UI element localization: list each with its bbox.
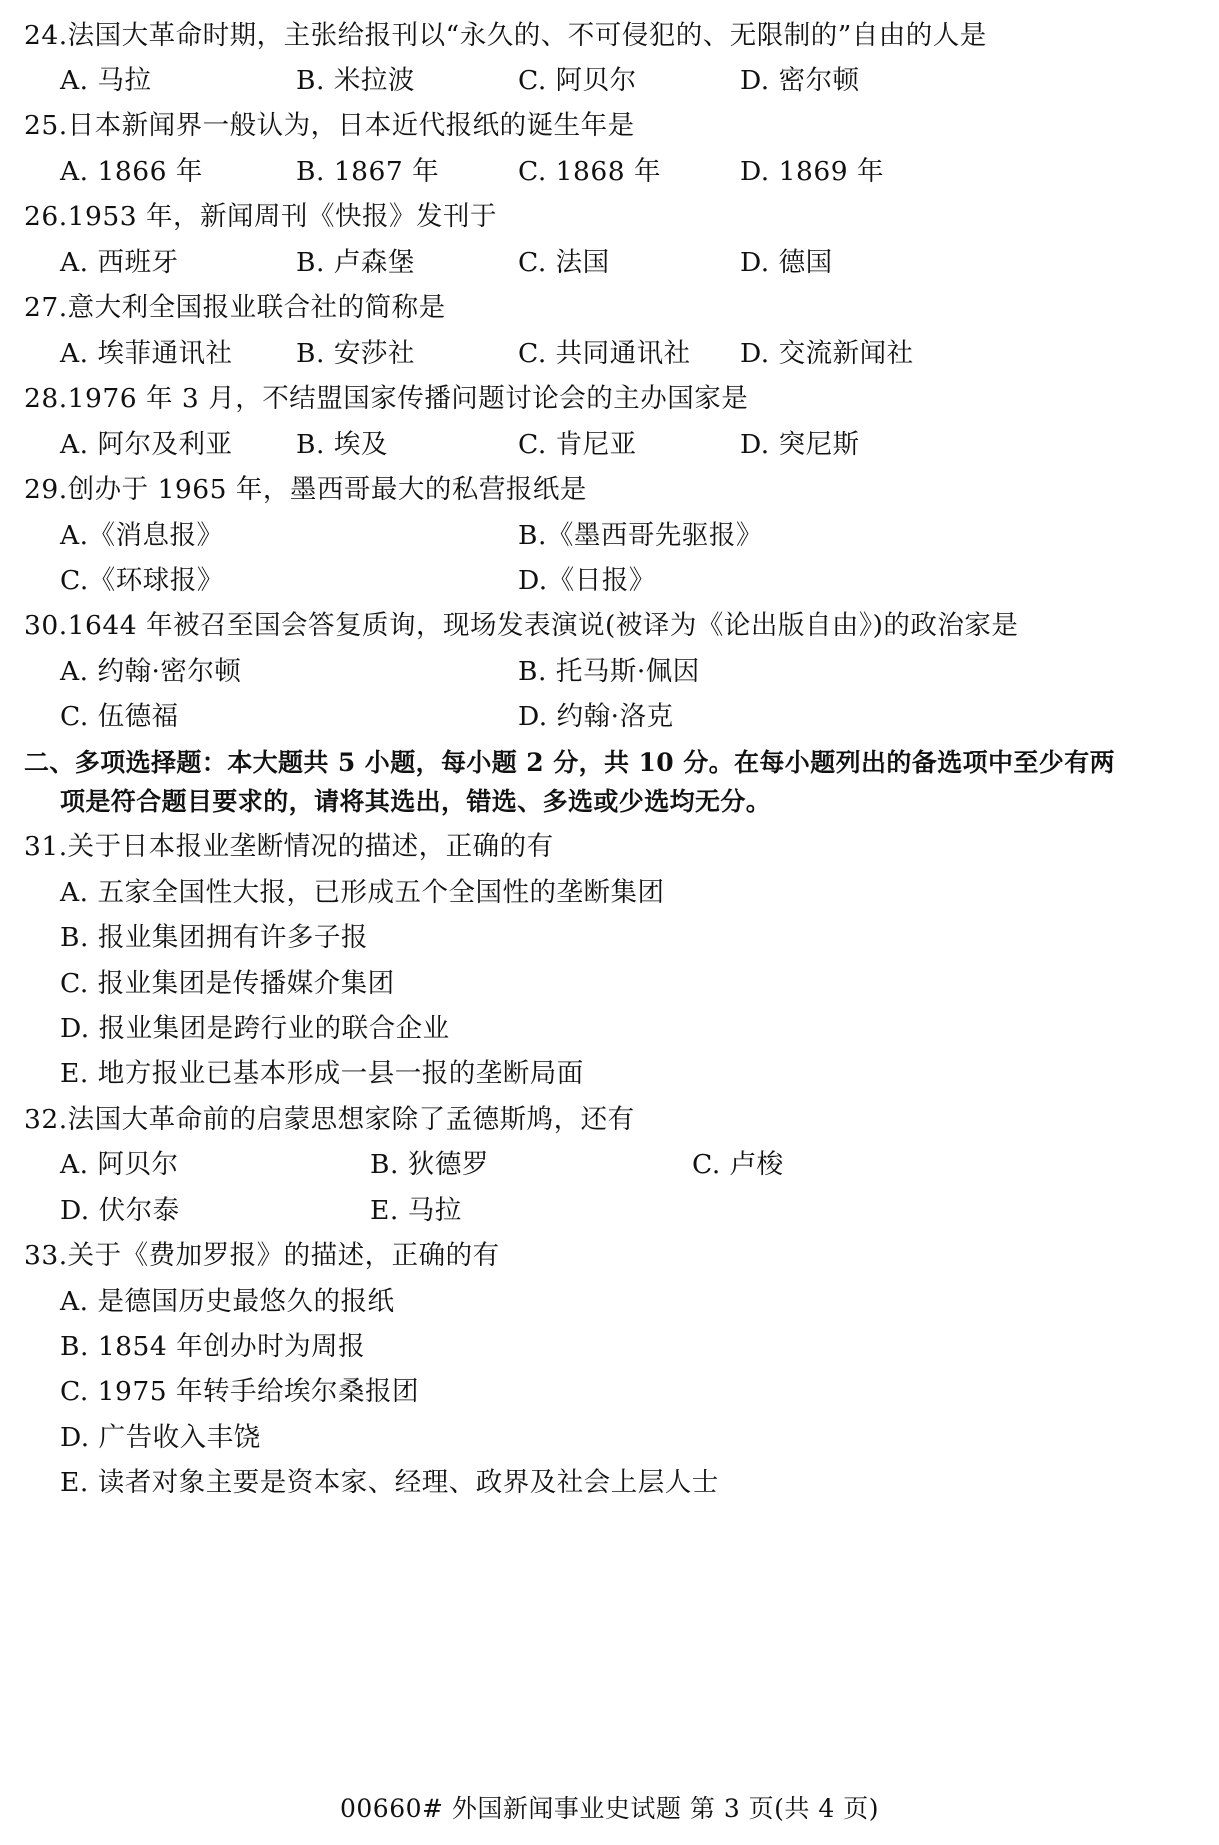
question-stem: 29.创办于 1965 年，墨西哥最大的私营报纸是 bbox=[24, 474, 587, 505]
option: B. 安莎社 bbox=[296, 338, 415, 369]
option: A. 阿尔及利亚 bbox=[60, 429, 233, 460]
option: D. 密尔顿 bbox=[740, 65, 860, 96]
option: A. 阿贝尔 bbox=[60, 1149, 179, 1180]
option: C. 伍德福 bbox=[60, 701, 179, 732]
option: D. 突尼斯 bbox=[740, 429, 860, 460]
option: D. 交流新闻社 bbox=[740, 338, 914, 369]
option: C. 肯尼亚 bbox=[518, 429, 637, 460]
page-footer: 00660# 外国新闻事业史试题 第 3 页(共 4 页) bbox=[340, 1794, 879, 1823]
section-heading-continued: 项是符合题目要求的，请将其选出，错选、多选或少选均无分。 bbox=[60, 787, 772, 816]
question-stem: 31.关于日本报业垄断情况的描述，正确的有 bbox=[24, 831, 554, 862]
option: D. 报业集团是跨行业的联合企业 bbox=[60, 1013, 450, 1044]
option: E. 马拉 bbox=[370, 1195, 462, 1226]
option: D. 广告收入丰饶 bbox=[60, 1422, 261, 1453]
option: C. 卢梭 bbox=[692, 1149, 784, 1180]
option: B. 米拉波 bbox=[296, 65, 415, 96]
option: A. 是德国历史最悠久的报纸 bbox=[60, 1286, 395, 1317]
option: B. 1854 年创办时为周报 bbox=[60, 1331, 366, 1362]
question-stem: 32.法国大革命前的启蒙思想家除了孟德斯鸠，还有 bbox=[24, 1104, 635, 1135]
option: B. 托马斯·佩因 bbox=[518, 656, 700, 687]
option: D. 约翰·洛克 bbox=[518, 701, 674, 732]
option: C. 报业集团是传播媒介集团 bbox=[60, 968, 395, 999]
option: C. 共同通讯社 bbox=[518, 338, 691, 369]
question-stem: 27.意大利全国报业联合社的简称是 bbox=[24, 292, 446, 323]
option: D. 伏尔泰 bbox=[60, 1195, 180, 1226]
option: B. 1867 年 bbox=[296, 156, 440, 187]
option: B. 狄德罗 bbox=[370, 1149, 489, 1180]
option: B. 卢森堡 bbox=[296, 247, 415, 278]
question-stem: 26.1953 年，新闻周刊《快报》发刊于 bbox=[24, 201, 498, 232]
option: B.《墨西哥先驱报》 bbox=[518, 520, 763, 551]
option: C. 法国 bbox=[518, 247, 610, 278]
option: D. 德国 bbox=[740, 247, 833, 278]
option: C.《环球报》 bbox=[60, 565, 224, 596]
option: C. 阿贝尔 bbox=[518, 65, 637, 96]
option: A. 五家全国性大报，已形成五个全国性的垄断集团 bbox=[60, 877, 665, 908]
option: D. 1869 年 bbox=[740, 156, 885, 187]
option: C. 1868 年 bbox=[518, 156, 662, 187]
question-stem: 28.1976 年 3 月，不结盟国家传播问题讨论会的主办国家是 bbox=[24, 383, 749, 414]
section-heading: 二、多项选择题：本大题共 5 小题，每小题 2 分，共 10 分。在每小题列出的备选项中至少有两 bbox=[24, 748, 1116, 777]
option: C. 1975 年转手给埃尔桑报团 bbox=[60, 1376, 420, 1407]
question-stem: 25.日本新闻界一般认为，日本近代报纸的诞生年是 bbox=[24, 110, 635, 141]
question-stem: 30.1644 年被召至国会答复质询，现场发表演说(被译为《论出版自由》)的政治家是 bbox=[24, 610, 1019, 641]
option: D.《日报》 bbox=[518, 565, 656, 596]
option: A. 约翰·密尔顿 bbox=[60, 656, 242, 687]
option: A. 1866 年 bbox=[60, 156, 203, 187]
option: A. 马拉 bbox=[60, 65, 152, 96]
option: A. 埃菲通讯社 bbox=[60, 338, 233, 369]
question-stem: 24.法国大革命时期，主张给报刊以“永久的、不可侵犯的、无限制的”自由的人是 bbox=[24, 20, 987, 51]
question-stem: 33.关于《费加罗报》的描述，正确的有 bbox=[24, 1240, 500, 1271]
option: A. 西班牙 bbox=[60, 247, 179, 278]
option: A.《消息报》 bbox=[60, 520, 224, 551]
option: B. 报业集团拥有许多子报 bbox=[60, 922, 368, 953]
option: E. 读者对象主要是资本家、经理、政界及社会上层人士 bbox=[60, 1467, 719, 1498]
option: E. 地方报业已基本形成一县一报的垄断局面 bbox=[60, 1058, 584, 1089]
option: B. 埃及 bbox=[296, 429, 388, 460]
